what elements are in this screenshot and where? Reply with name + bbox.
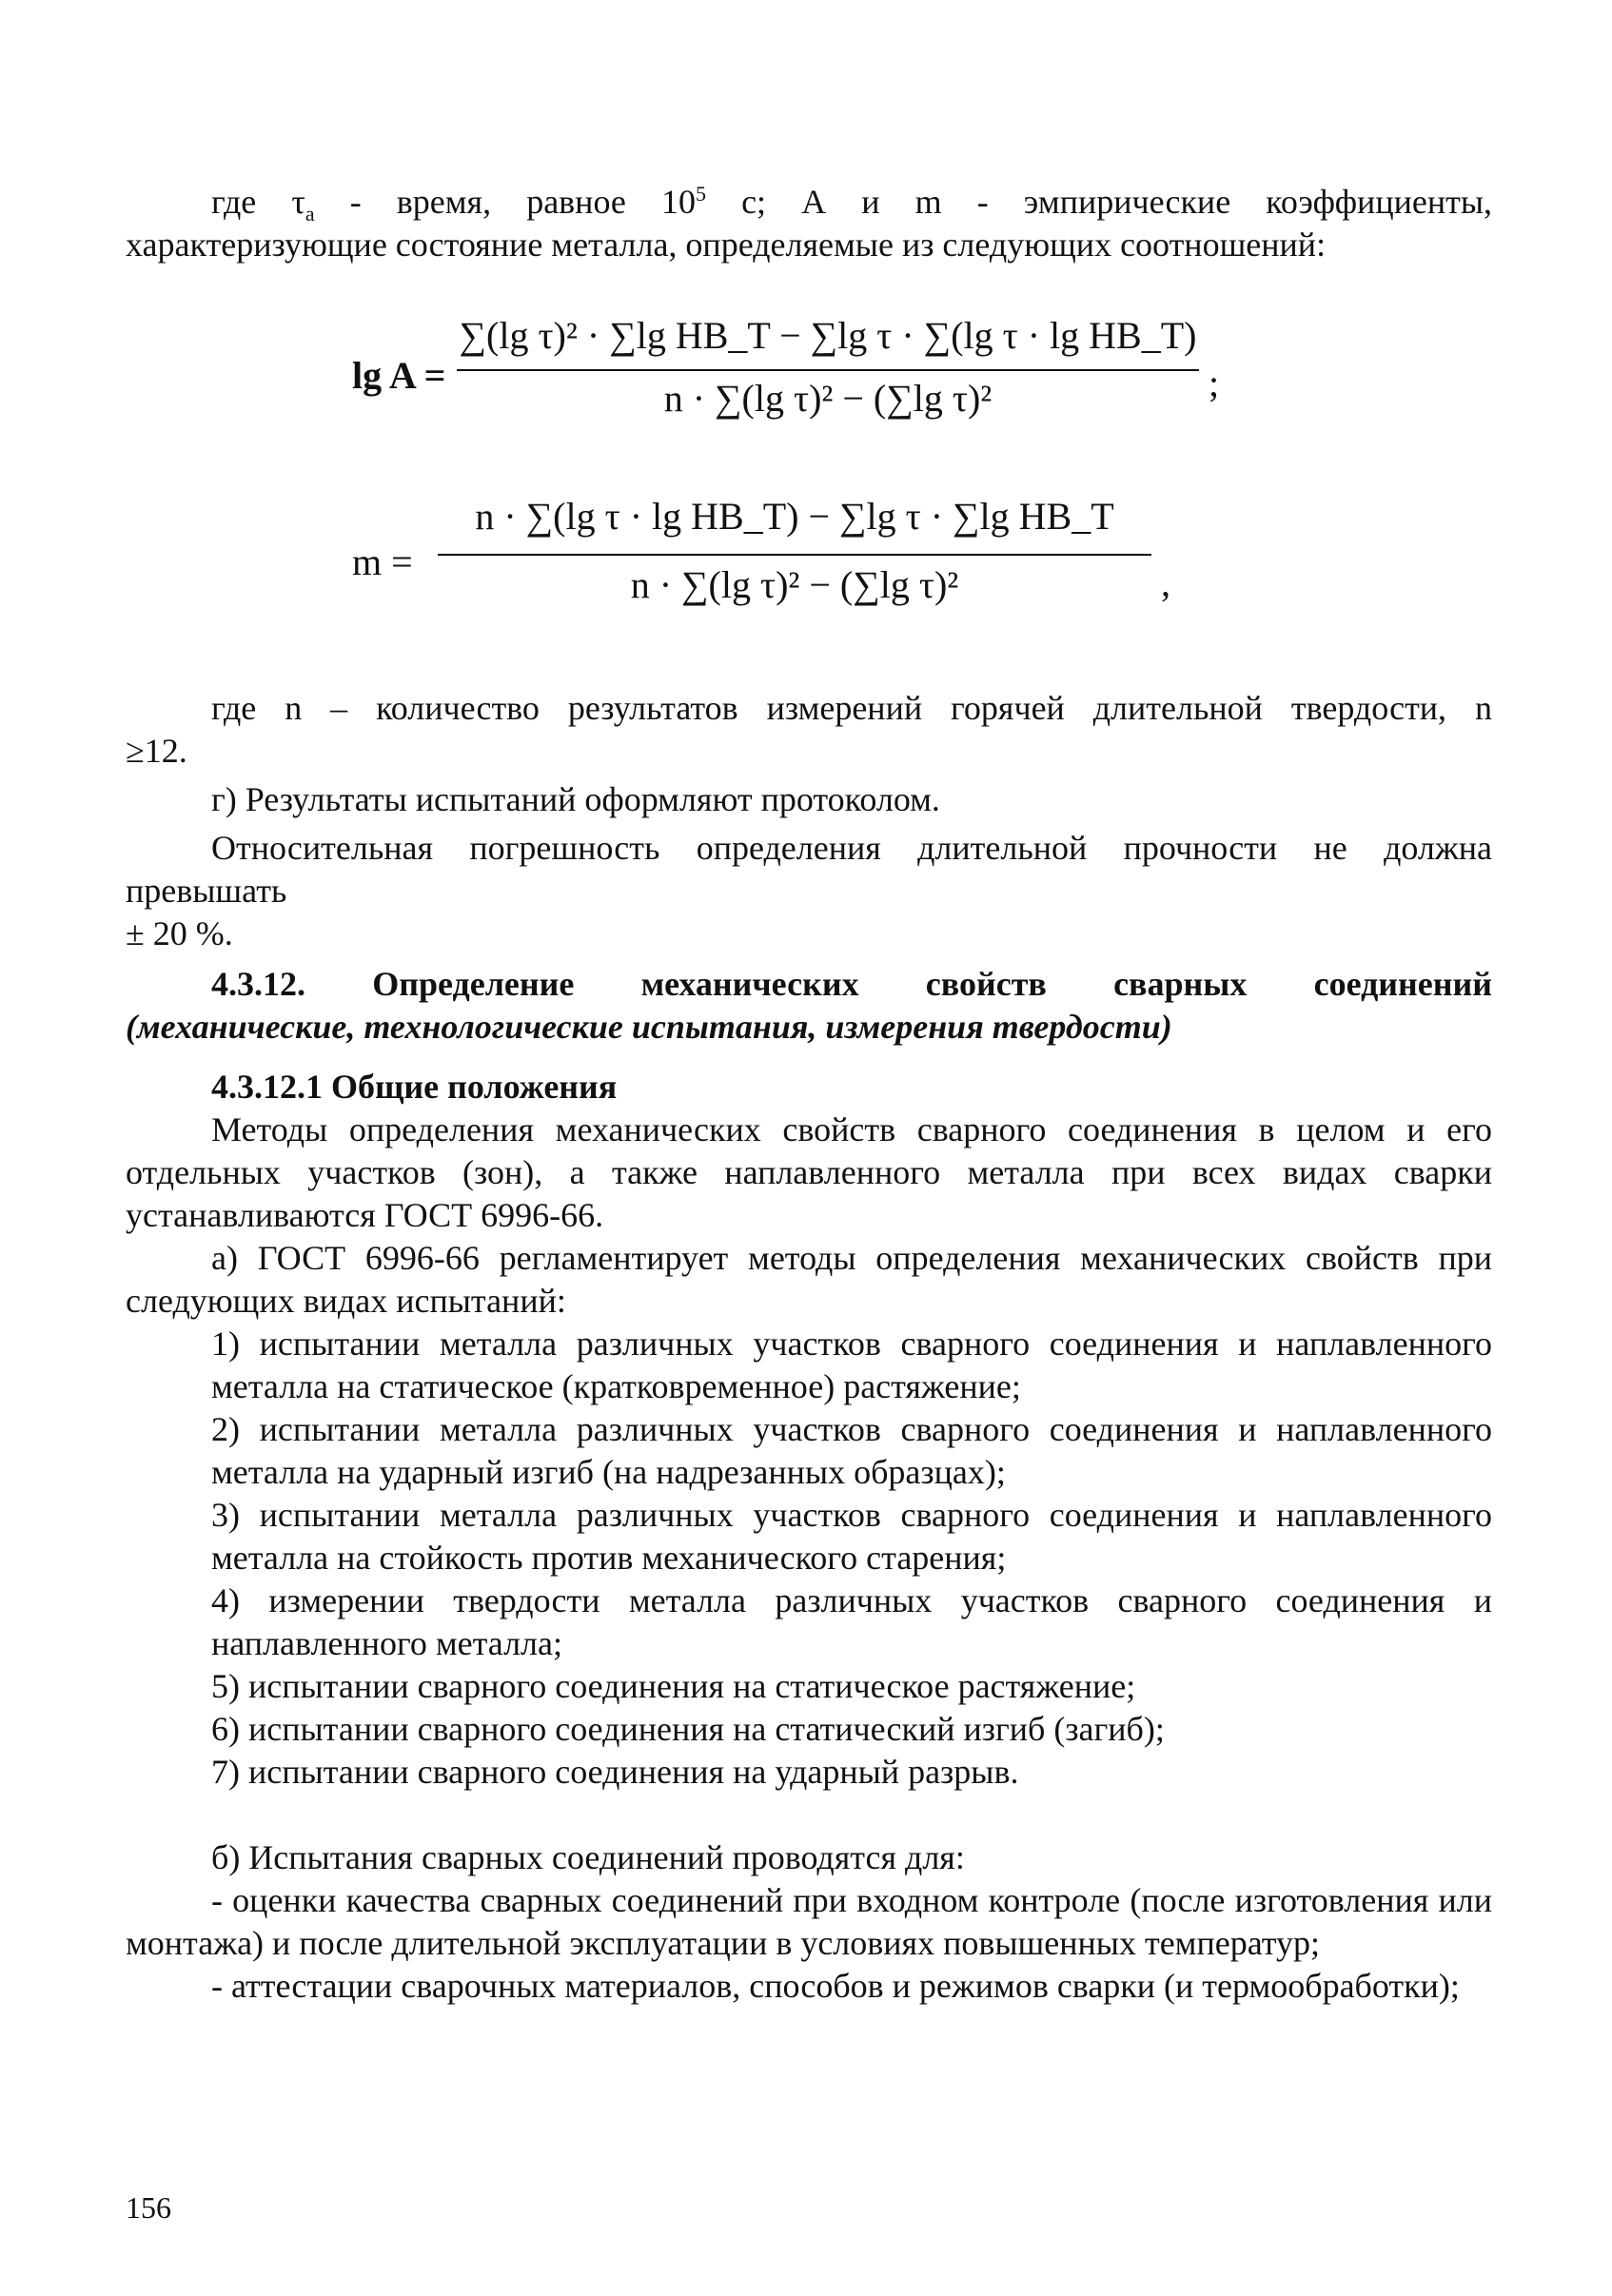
formula1-fraction-bar <box>457 369 1199 371</box>
item-g: г) Результаты испытаний оформляют протоколом. <box>211 780 940 818</box>
section-body <box>126 1066 1492 2008</box>
formula2-lhs: m = <box>352 540 413 583</box>
test-types-list <box>126 1323 1492 1794</box>
intro-paragraph <box>126 181 1492 266</box>
formula2-comma: , <box>1161 561 1170 604</box>
subsection-title: 4.3.12.1 Общие положения <box>211 1068 618 1106</box>
list-item: 6) испытании сварного соединения на статический изгиб (загиб); <box>211 1710 1165 1748</box>
section-title-line-1: 4.3.12. Определение механических свойств сварных соединений <box>211 965 1492 1003</box>
formula1-numerator: ∑(lg τ)² · ∑lg HB_T − ∑lg τ · ∑(lg τ · lg HB_T) <box>459 314 1197 357</box>
n-definition-line-1: где n – количество результатов измерений горячей длительной твердости, n <box>211 689 1492 727</box>
section-heading <box>126 963 1492 1049</box>
paragraph-a: а) ГОСТ 6996-66 регламентирует методы определения механических свойств при следующих видах испытаний: <box>126 1239 1492 1320</box>
purpose-item-1: - оценки качества сварных соединений при входном контроле (после изготовления или монтажа) и после длительной эксплуатации в условиях повышенных температур; <box>126 1881 1492 1962</box>
relative-error-line-1: Относительная погрешность определения длительной прочности не должна <box>211 829 1492 867</box>
formula-lgA <box>352 314 1256 447</box>
list-item: 2) испытании металла различных участков сварного соединения и наплавленного металла на ударный изгиб (на надрезанных образцах); <box>211 1410 1492 1491</box>
formula2-numerator: n · ∑(lg τ · lg HB_T) − ∑lg τ · ∑lg HB_T <box>475 495 1114 538</box>
paragraph-b: б) Испытания сварных соединений проводятся для: <box>211 1838 965 1876</box>
intro-line-2: характеризующие состояние металла, определяемые из следующих соотношений: <box>126 226 1327 264</box>
n-definition-line-2: ≥12. <box>126 732 187 770</box>
list-item: 4) измерении твердости металла различных участков сварного соединения и наплавленного металла; <box>211 1581 1492 1662</box>
purpose-item-2: - аттестации сварочных материалов, способов и режимов сварки (и термообработки); <box>211 1967 1460 2005</box>
formula-m <box>352 495 1209 638</box>
relative-error-line-3: ± 20 %. <box>126 914 233 952</box>
formula1-denominator: n · ∑(lg τ)² − (∑lg τ)² <box>663 377 993 420</box>
list-item: 7) испытании сварного соединения на ударный разрыв. <box>211 1753 1019 1791</box>
list-item: 5) испытании сварного соединения на статическое растяжение; <box>211 1667 1136 1705</box>
formula2-denominator: n · ∑(lg τ)² − (∑lg τ)² <box>630 563 959 606</box>
list-item: 1) испытании металла различных участков сварного соединения и наплавленного металла на статическое (кратковременное) растяжение; <box>211 1325 1492 1405</box>
formula1-semicolon: ; <box>1209 362 1220 404</box>
intro-line-1: где $\tau_а$ - время, равное $10^5$ с; А и m - эмпирические коэффициенты, <box>211 182 1493 226</box>
explanation-block <box>126 687 1492 955</box>
section-title-line-2: (механические, технологические испытания, измерения твердости) <box>126 1008 1172 1046</box>
formula1-lhs: lg A = <box>352 354 446 397</box>
list-item: 3) испытании металла различных участков сварного соединения и наплавленного металла на стойкость против механического старения; <box>211 1496 1492 1577</box>
relative-error-line-2: превышать <box>126 872 287 910</box>
formula2-fraction-bar <box>438 554 1151 556</box>
page-number: 156 <box>126 2190 171 2225</box>
general-paragraph: Методы определения механических свойств сварного соединения в целом и его отдельных участков (зон), а также наплавленного металла при всех видах сварки устанавливаются ГОСТ 6996-66. <box>126 1110 1492 1234</box>
